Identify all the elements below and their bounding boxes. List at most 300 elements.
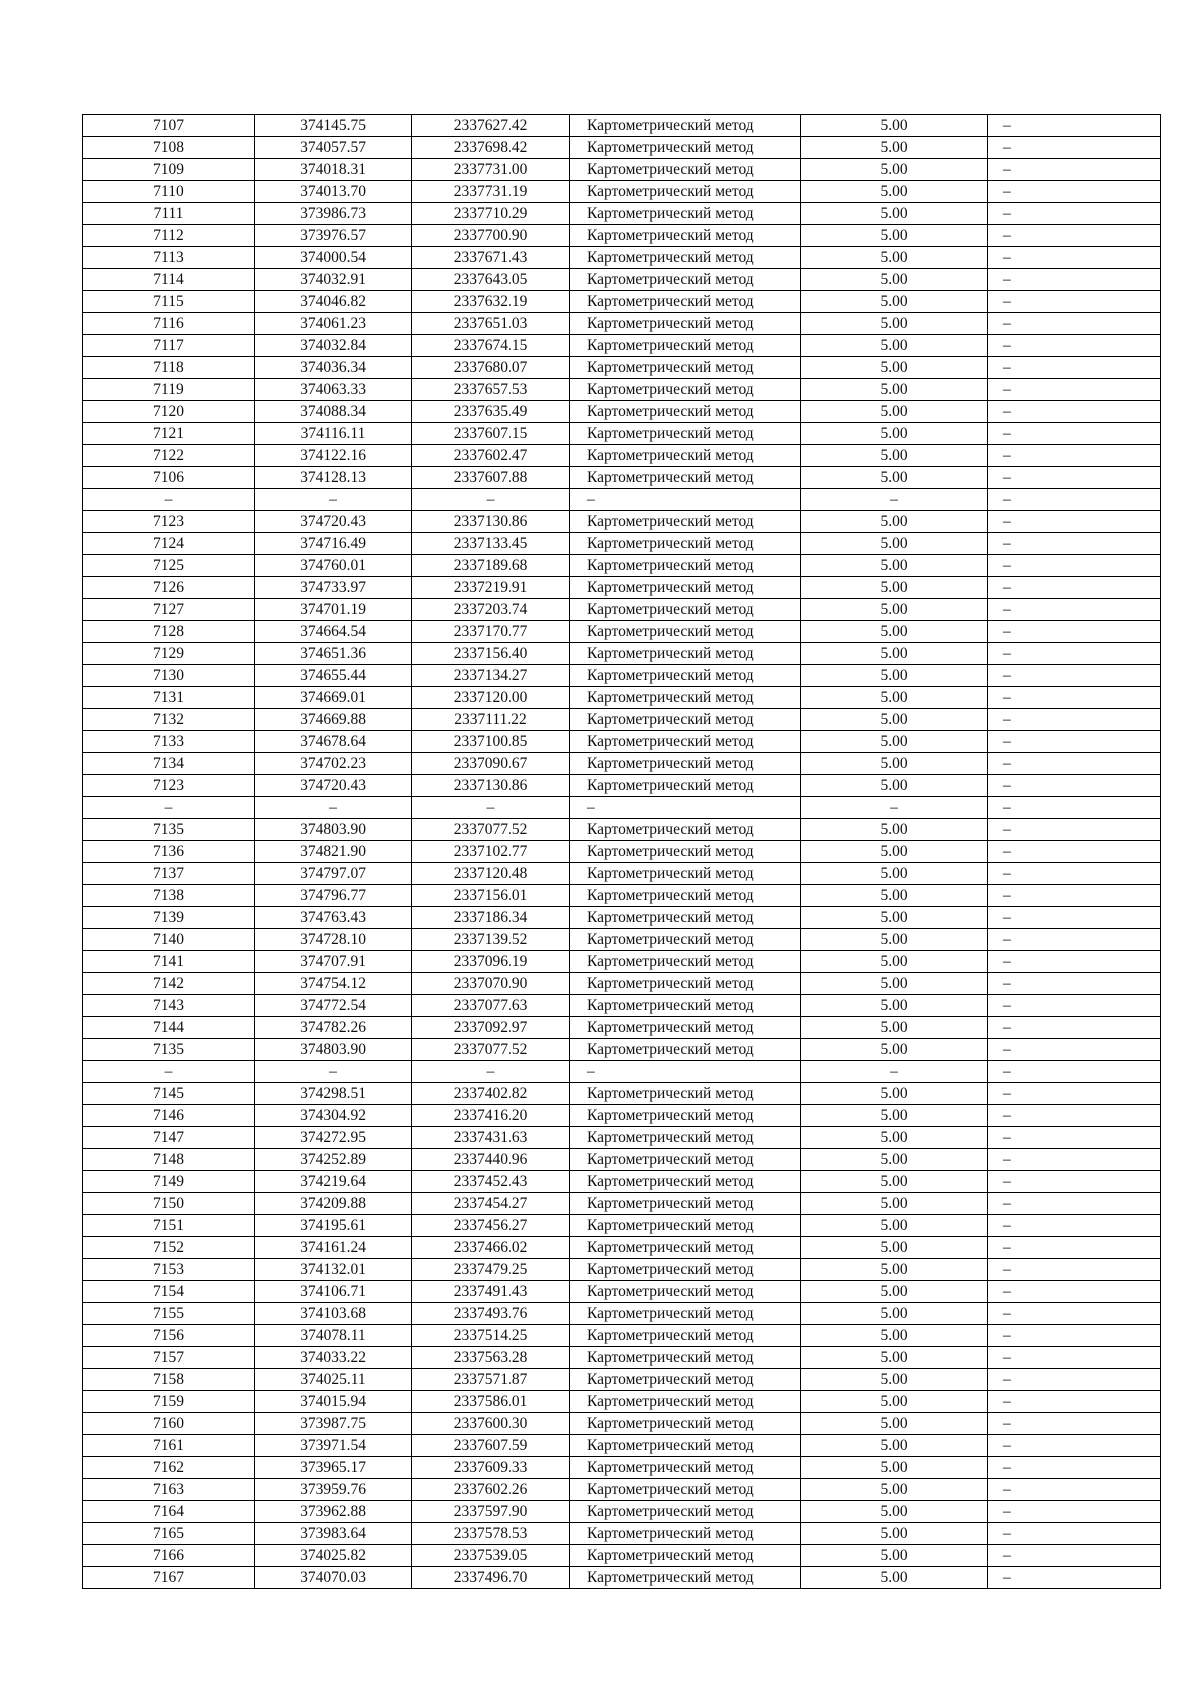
y-coordinate-cell: 2337609.33 xyxy=(412,1457,570,1479)
note-cell: – xyxy=(988,621,1161,643)
point-number-cell: 7157 xyxy=(83,1347,255,1369)
note-cell: – xyxy=(988,247,1161,269)
x-coordinate-cell: 374702.23 xyxy=(255,753,412,775)
note-cell: – xyxy=(988,907,1161,929)
method-cell: Картометрический метод xyxy=(570,863,801,885)
note-cell: – xyxy=(988,1237,1161,1259)
accuracy-cell: 5.00 xyxy=(801,1567,988,1589)
accuracy-cell: 5.00 xyxy=(801,1545,988,1567)
method-cell: Картометрический метод xyxy=(570,335,801,357)
x-coordinate-cell: 374046.82 xyxy=(255,291,412,313)
point-number-cell: 7120 xyxy=(83,401,255,423)
y-coordinate-cell: 2337479.25 xyxy=(412,1259,570,1281)
table-row xyxy=(83,643,1161,665)
table-row xyxy=(83,819,1161,841)
accuracy-cell: 5.00 xyxy=(801,1347,988,1369)
y-coordinate-cell: 2337602.26 xyxy=(412,1479,570,1501)
table-row xyxy=(83,665,1161,687)
note-cell: – xyxy=(988,1325,1161,1347)
y-coordinate-cell: 2337491.43 xyxy=(412,1281,570,1303)
note-cell: – xyxy=(988,445,1161,467)
x-coordinate-cell: 374036.34 xyxy=(255,357,412,379)
x-coordinate-cell: 374304.92 xyxy=(255,1105,412,1127)
x-coordinate-cell: 374209.88 xyxy=(255,1193,412,1215)
table-row xyxy=(83,1391,1161,1413)
accuracy-cell: 5.00 xyxy=(801,599,988,621)
point-number-cell: 7162 xyxy=(83,1457,255,1479)
method-cell: Картометрический метод xyxy=(570,1171,801,1193)
y-coordinate-cell: 2337643.05 xyxy=(412,269,570,291)
x-coordinate-cell: 374128.13 xyxy=(255,467,412,489)
point-number-cell: 7161 xyxy=(83,1435,255,1457)
y-coordinate-cell: 2337632.19 xyxy=(412,291,570,313)
point-number-cell: 7117 xyxy=(83,335,255,357)
point-number-cell: 7146 xyxy=(83,1105,255,1127)
x-coordinate-cell: 373962.88 xyxy=(255,1501,412,1523)
method-cell: Картометрический метод xyxy=(570,1545,801,1567)
x-coordinate-cell: 374161.24 xyxy=(255,1237,412,1259)
y-coordinate-cell: 2337600.30 xyxy=(412,1413,570,1435)
x-coordinate-cell: 373959.76 xyxy=(255,1479,412,1501)
table-row xyxy=(83,885,1161,907)
point-number-cell: 7138 xyxy=(83,885,255,907)
note-cell: – xyxy=(988,599,1161,621)
note-cell: – xyxy=(988,137,1161,159)
table-row xyxy=(83,1127,1161,1149)
x-coordinate-cell: 374720.43 xyxy=(255,775,412,797)
method-cell: Картометрический метод xyxy=(570,951,801,973)
accuracy-cell: 5.00 xyxy=(801,1391,988,1413)
accuracy-cell: 5.00 xyxy=(801,269,988,291)
point-number-cell: 7149 xyxy=(83,1171,255,1193)
table-row xyxy=(83,599,1161,621)
y-coordinate-cell: 2337219.91 xyxy=(412,577,570,599)
y-coordinate-cell: 2337402.82 xyxy=(412,1083,570,1105)
table-row xyxy=(83,1523,1161,1545)
method-cell: Картометрический метод xyxy=(570,665,801,687)
note-cell: – xyxy=(988,357,1161,379)
y-coordinate-cell: 2337203.74 xyxy=(412,599,570,621)
note-cell: – xyxy=(988,929,1161,951)
y-coordinate-cell: 2337514.25 xyxy=(412,1325,570,1347)
table-row xyxy=(83,709,1161,731)
table-row xyxy=(83,1545,1161,1567)
x-coordinate-cell: 374772.54 xyxy=(255,995,412,1017)
table-row xyxy=(83,1039,1161,1061)
method-cell: Картометрический метод xyxy=(570,1567,801,1589)
accuracy-cell: 5.00 xyxy=(801,401,988,423)
table-row xyxy=(83,1017,1161,1039)
point-number-cell: 7107 xyxy=(83,115,255,137)
table-row xyxy=(83,379,1161,401)
table-row xyxy=(83,1457,1161,1479)
y-coordinate-cell: 2337120.48 xyxy=(412,863,570,885)
method-cell: Картометрический метод xyxy=(570,599,801,621)
note-cell: – xyxy=(988,1171,1161,1193)
accuracy-cell: 5.00 xyxy=(801,1171,988,1193)
table-row xyxy=(83,423,1161,445)
y-coordinate-cell: 2337130.86 xyxy=(412,775,570,797)
note-cell: – xyxy=(988,1369,1161,1391)
method-cell: Картометрический метод xyxy=(570,775,801,797)
point-number-cell: 7132 xyxy=(83,709,255,731)
point-number-cell: 7111 xyxy=(83,203,255,225)
method-cell: Картометрический метод xyxy=(570,1127,801,1149)
y-coordinate-cell: 2337571.87 xyxy=(412,1369,570,1391)
table-row xyxy=(83,1061,1161,1083)
accuracy-cell: 5.00 xyxy=(801,973,988,995)
method-cell: Картометрический метод xyxy=(570,621,801,643)
y-coordinate-cell: 2337156.40 xyxy=(412,643,570,665)
note-cell: – xyxy=(988,335,1161,357)
x-coordinate-cell: 374669.88 xyxy=(255,709,412,731)
accuracy-cell: 5.00 xyxy=(801,335,988,357)
y-coordinate-cell: 2337186.34 xyxy=(412,907,570,929)
accuracy-cell: 5.00 xyxy=(801,1105,988,1127)
method-cell: Картометрический метод xyxy=(570,709,801,731)
y-coordinate-cell: – xyxy=(412,489,570,511)
y-coordinate-cell: 2337456.27 xyxy=(412,1215,570,1237)
accuracy-cell: 5.00 xyxy=(801,1149,988,1171)
x-coordinate-cell: 374032.91 xyxy=(255,269,412,291)
accuracy-cell: 5.00 xyxy=(801,841,988,863)
accuracy-cell: 5.00 xyxy=(801,995,988,1017)
method-cell: Картометрический метод xyxy=(570,1039,801,1061)
method-cell: Картометрический метод xyxy=(570,401,801,423)
method-cell: Картометрический метод xyxy=(570,379,801,401)
point-number-cell: 7156 xyxy=(83,1325,255,1347)
x-coordinate-cell: 374655.44 xyxy=(255,665,412,687)
x-coordinate-cell: 374733.97 xyxy=(255,577,412,599)
point-number-cell: 7143 xyxy=(83,995,255,1017)
method-cell: Картометрический метод xyxy=(570,1413,801,1435)
accuracy-cell: 5.00 xyxy=(801,643,988,665)
point-number-cell: 7134 xyxy=(83,753,255,775)
accuracy-cell: 5.00 xyxy=(801,577,988,599)
note-cell: – xyxy=(988,467,1161,489)
point-number-cell: – xyxy=(83,797,255,819)
x-coordinate-cell: 374803.90 xyxy=(255,819,412,841)
note-cell: – xyxy=(988,797,1161,819)
y-coordinate-cell: 2337680.07 xyxy=(412,357,570,379)
note-cell: – xyxy=(988,1105,1161,1127)
accuracy-cell: 5.00 xyxy=(801,1215,988,1237)
y-coordinate-cell: 2337602.47 xyxy=(412,445,570,467)
table-row xyxy=(83,1281,1161,1303)
point-number-cell: 7137 xyxy=(83,863,255,885)
accuracy-cell: 5.00 xyxy=(801,1479,988,1501)
accuracy-cell: 5.00 xyxy=(801,511,988,533)
point-number-cell: 7166 xyxy=(83,1545,255,1567)
x-coordinate-cell: 374032.84 xyxy=(255,335,412,357)
table-row xyxy=(83,357,1161,379)
table-row xyxy=(83,203,1161,225)
x-coordinate-cell: 374145.75 xyxy=(255,115,412,137)
method-cell: Картометрический метод xyxy=(570,1523,801,1545)
method-cell: Картометрический метод xyxy=(570,1479,801,1501)
accuracy-cell: 5.00 xyxy=(801,1281,988,1303)
note-cell: – xyxy=(988,511,1161,533)
table-row xyxy=(83,731,1161,753)
note-cell: – xyxy=(988,423,1161,445)
y-coordinate-cell: – xyxy=(412,797,570,819)
accuracy-cell: 5.00 xyxy=(801,379,988,401)
note-cell: – xyxy=(988,291,1161,313)
note-cell: – xyxy=(988,1193,1161,1215)
note-cell: – xyxy=(988,1215,1161,1237)
note-cell: – xyxy=(988,643,1161,665)
accuracy-cell: 5.00 xyxy=(801,137,988,159)
y-coordinate-cell: 2337454.27 xyxy=(412,1193,570,1215)
y-coordinate-cell: 2337731.19 xyxy=(412,181,570,203)
table-row xyxy=(83,1149,1161,1171)
x-coordinate-cell: 374061.23 xyxy=(255,313,412,335)
y-coordinate-cell: 2337189.68 xyxy=(412,555,570,577)
method-cell: Картометрический метод xyxy=(570,929,801,951)
method-cell: Картометрический метод xyxy=(570,643,801,665)
x-coordinate-cell: 373987.75 xyxy=(255,1413,412,1435)
x-coordinate-cell: 374122.16 xyxy=(255,445,412,467)
table-row xyxy=(83,115,1161,137)
point-number-cell: – xyxy=(83,1061,255,1083)
note-cell: – xyxy=(988,951,1161,973)
x-coordinate-cell: 374701.19 xyxy=(255,599,412,621)
note-cell: – xyxy=(988,159,1161,181)
table-row xyxy=(83,489,1161,511)
x-coordinate-cell: 374078.11 xyxy=(255,1325,412,1347)
note-cell: – xyxy=(988,1303,1161,1325)
accuracy-cell: 5.00 xyxy=(801,1303,988,1325)
accuracy-cell: 5.00 xyxy=(801,1193,988,1215)
method-cell: Картометрический метод xyxy=(570,1325,801,1347)
point-number-cell: 7140 xyxy=(83,929,255,951)
accuracy-cell: 5.00 xyxy=(801,115,988,137)
note-cell: – xyxy=(988,1413,1161,1435)
y-coordinate-cell: 2337431.63 xyxy=(412,1127,570,1149)
y-coordinate-cell: 2337096.19 xyxy=(412,951,570,973)
x-coordinate-cell: 373971.54 xyxy=(255,1435,412,1457)
table-row xyxy=(83,533,1161,555)
point-number-cell: 7167 xyxy=(83,1567,255,1589)
accuracy-cell: 5.00 xyxy=(801,1413,988,1435)
x-coordinate-cell: 374070.03 xyxy=(255,1567,412,1589)
note-cell: – xyxy=(988,731,1161,753)
x-coordinate-cell: – xyxy=(255,1061,412,1083)
table-row xyxy=(83,1435,1161,1457)
note-cell: – xyxy=(988,885,1161,907)
method-cell: Картометрический метод xyxy=(570,1083,801,1105)
note-cell: – xyxy=(988,995,1161,1017)
y-coordinate-cell: 2337607.15 xyxy=(412,423,570,445)
point-number-cell: 7160 xyxy=(83,1413,255,1435)
x-coordinate-cell: 374219.64 xyxy=(255,1171,412,1193)
note-cell: – xyxy=(988,401,1161,423)
x-coordinate-cell: 374678.64 xyxy=(255,731,412,753)
method-cell: Картометрический метод xyxy=(570,203,801,225)
note-cell: – xyxy=(988,379,1161,401)
method-cell: Картометрический метод xyxy=(570,973,801,995)
y-coordinate-cell: 2337416.20 xyxy=(412,1105,570,1127)
method-cell: Картометрический метод xyxy=(570,467,801,489)
table-row xyxy=(83,313,1161,335)
y-coordinate-cell: 2337607.88 xyxy=(412,467,570,489)
y-coordinate-cell: 2337700.90 xyxy=(412,225,570,247)
note-cell: – xyxy=(988,1523,1161,1545)
accuracy-cell: 5.00 xyxy=(801,1083,988,1105)
method-cell: Картометрический метод xyxy=(570,841,801,863)
note-cell: – xyxy=(988,225,1161,247)
point-number-cell: 7123 xyxy=(83,775,255,797)
method-cell: Картометрический метод xyxy=(570,1303,801,1325)
point-number-cell: 7148 xyxy=(83,1149,255,1171)
point-number-cell: 7125 xyxy=(83,555,255,577)
note-cell: – xyxy=(988,1567,1161,1589)
x-coordinate-cell: 374088.34 xyxy=(255,401,412,423)
method-cell: Картометрический метод xyxy=(570,753,801,775)
y-coordinate-cell: 2337170.77 xyxy=(412,621,570,643)
method-cell: Картометрический метод xyxy=(570,1501,801,1523)
table-row xyxy=(83,159,1161,181)
point-number-cell: 7145 xyxy=(83,1083,255,1105)
y-coordinate-cell: 2337710.29 xyxy=(412,203,570,225)
method-cell: Картометрический метод xyxy=(570,1457,801,1479)
point-number-cell: 7158 xyxy=(83,1369,255,1391)
table-row xyxy=(83,995,1161,1017)
note-cell: – xyxy=(988,115,1161,137)
accuracy-cell: 5.00 xyxy=(801,357,988,379)
method-cell: Картометрический метод xyxy=(570,291,801,313)
y-coordinate-cell: 2337134.27 xyxy=(412,665,570,687)
note-cell: – xyxy=(988,1017,1161,1039)
y-coordinate-cell: 2337090.67 xyxy=(412,753,570,775)
note-cell: – xyxy=(988,1501,1161,1523)
table-row xyxy=(83,401,1161,423)
accuracy-cell: 5.00 xyxy=(801,1325,988,1347)
table-row xyxy=(83,1259,1161,1281)
table-row xyxy=(83,775,1161,797)
x-coordinate-cell: – xyxy=(255,489,412,511)
note-cell: – xyxy=(988,863,1161,885)
y-coordinate-cell: 2337627.42 xyxy=(412,115,570,137)
y-coordinate-cell: 2337077.63 xyxy=(412,995,570,1017)
note-cell: – xyxy=(988,1347,1161,1369)
method-cell: Картометрический метод xyxy=(570,555,801,577)
accuracy-cell: 5.00 xyxy=(801,1523,988,1545)
note-cell: – xyxy=(988,1281,1161,1303)
y-coordinate-cell: 2337493.76 xyxy=(412,1303,570,1325)
point-number-cell: 7139 xyxy=(83,907,255,929)
x-coordinate-cell: 374116.11 xyxy=(255,423,412,445)
y-coordinate-cell: 2337657.53 xyxy=(412,379,570,401)
point-number-cell: 7112 xyxy=(83,225,255,247)
method-cell: Картометрический метод xyxy=(570,1435,801,1457)
method-cell: Картометрический метод xyxy=(570,533,801,555)
x-coordinate-cell: 374728.10 xyxy=(255,929,412,951)
method-cell: Картометрический метод xyxy=(570,1017,801,1039)
table-row xyxy=(83,1171,1161,1193)
method-cell: Картометрический метод xyxy=(570,1237,801,1259)
note-cell: – xyxy=(988,577,1161,599)
x-coordinate-cell: 374821.90 xyxy=(255,841,412,863)
method-cell: Картометрический метод xyxy=(570,247,801,269)
x-coordinate-cell: 373965.17 xyxy=(255,1457,412,1479)
y-coordinate-cell: 2337698.42 xyxy=(412,137,570,159)
table-row xyxy=(83,929,1161,951)
note-cell: – xyxy=(988,555,1161,577)
accuracy-cell: 5.00 xyxy=(801,423,988,445)
note-cell: – xyxy=(988,1457,1161,1479)
method-cell: Картометрический метод xyxy=(570,181,801,203)
y-coordinate-cell: 2337139.52 xyxy=(412,929,570,951)
point-number-cell: 7119 xyxy=(83,379,255,401)
x-coordinate-cell: 374057.57 xyxy=(255,137,412,159)
table-row xyxy=(83,291,1161,313)
point-number-cell: 7122 xyxy=(83,445,255,467)
table-row xyxy=(83,1369,1161,1391)
y-coordinate-cell: 2337133.45 xyxy=(412,533,570,555)
y-coordinate-cell: 2337100.85 xyxy=(412,731,570,753)
y-coordinate-cell: 2337586.01 xyxy=(412,1391,570,1413)
accuracy-cell: – xyxy=(801,797,988,819)
accuracy-cell: 5.00 xyxy=(801,533,988,555)
x-coordinate-cell: 374013.70 xyxy=(255,181,412,203)
accuracy-cell: 5.00 xyxy=(801,181,988,203)
y-coordinate-cell: 2337070.90 xyxy=(412,973,570,995)
accuracy-cell: 5.00 xyxy=(801,1501,988,1523)
point-number-cell: 7147 xyxy=(83,1127,255,1149)
x-coordinate-cell: 374754.12 xyxy=(255,973,412,995)
table-row xyxy=(83,577,1161,599)
note-cell: – xyxy=(988,313,1161,335)
table-row xyxy=(83,1325,1161,1347)
y-coordinate-cell: 2337111.22 xyxy=(412,709,570,731)
x-coordinate-cell: 373983.64 xyxy=(255,1523,412,1545)
method-cell: Картометрический метод xyxy=(570,577,801,599)
x-coordinate-cell: 374720.43 xyxy=(255,511,412,533)
point-number-cell: 7141 xyxy=(83,951,255,973)
note-cell: – xyxy=(988,1149,1161,1171)
table-row xyxy=(83,753,1161,775)
table-row xyxy=(83,181,1161,203)
accuracy-cell: 5.00 xyxy=(801,1039,988,1061)
accuracy-cell: 5.00 xyxy=(801,687,988,709)
accuracy-cell: 5.00 xyxy=(801,753,988,775)
note-cell: – xyxy=(988,973,1161,995)
table-row xyxy=(83,137,1161,159)
table-row xyxy=(83,687,1161,709)
coordinates-table xyxy=(82,114,1161,1589)
point-number-cell: 7165 xyxy=(83,1523,255,1545)
method-cell: Картометрический метод xyxy=(570,511,801,533)
x-coordinate-cell: 374716.49 xyxy=(255,533,412,555)
table-row xyxy=(83,973,1161,995)
method-cell: Картометрический метод xyxy=(570,995,801,1017)
point-number-cell: 7155 xyxy=(83,1303,255,1325)
point-number-cell: 7150 xyxy=(83,1193,255,1215)
method-cell: Картометрический метод xyxy=(570,1215,801,1237)
point-number-cell: 7118 xyxy=(83,357,255,379)
point-number-cell: 7106 xyxy=(83,467,255,489)
point-number-cell: 7152 xyxy=(83,1237,255,1259)
point-number-cell: 7144 xyxy=(83,1017,255,1039)
y-coordinate-cell: 2337731.00 xyxy=(412,159,570,181)
method-cell: Картометрический метод xyxy=(570,313,801,335)
accuracy-cell: 5.00 xyxy=(801,445,988,467)
accuracy-cell: 5.00 xyxy=(801,775,988,797)
note-cell: – xyxy=(988,1435,1161,1457)
x-coordinate-cell: 374195.61 xyxy=(255,1215,412,1237)
accuracy-cell: 5.00 xyxy=(801,731,988,753)
